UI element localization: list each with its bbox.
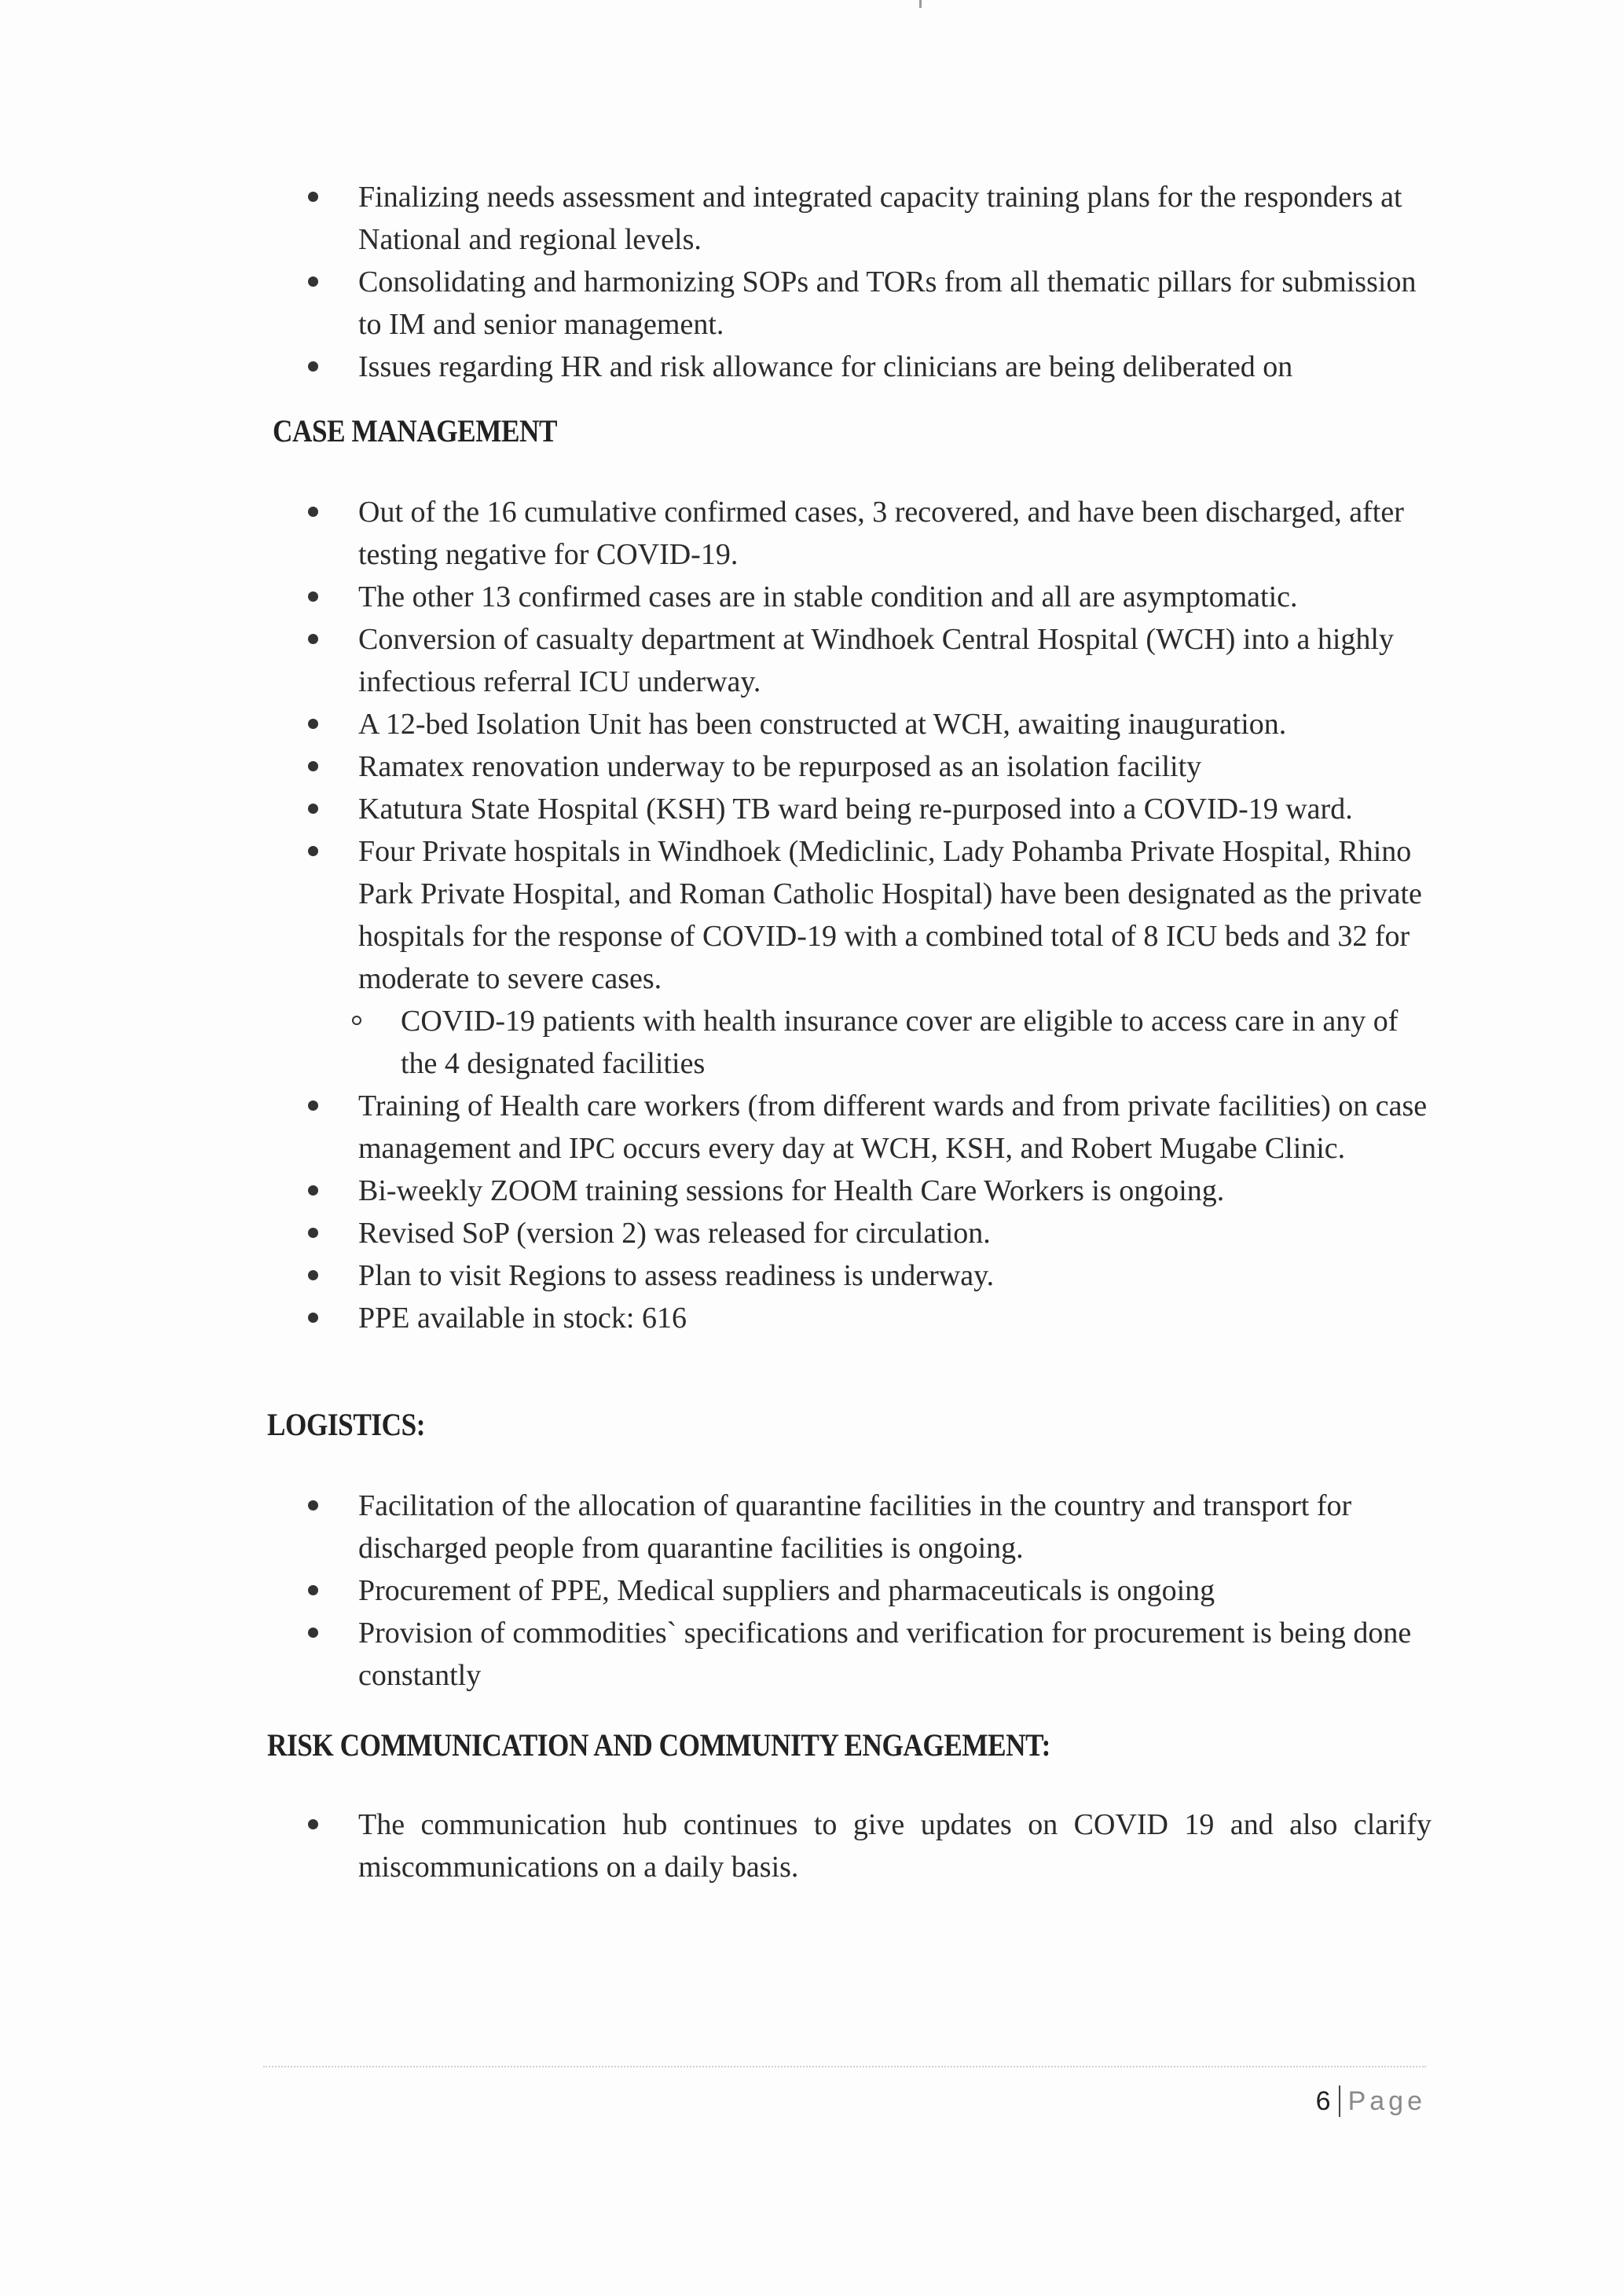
- bullet-icon: [308, 761, 318, 771]
- logistics-bullet-list: [308, 1485, 1432, 1697]
- page-word: Page: [1347, 2085, 1426, 2116]
- list-item: A 12-bed Isolation Unit has been constructed at WCH, awaiting inauguration.: [308, 703, 1432, 745]
- bullet-icon: [308, 276, 318, 287]
- bullet-icon: [308, 1585, 318, 1595]
- list-item: Issues regarding HR and risk allowance for clinicians are being deliberated on: [308, 346, 1432, 388]
- list-item: Conversion of casualty department at Windhoek Central Hospital (WCH) into a highly infectious referral ICU underway.: [308, 618, 1432, 703]
- page-number-value: 6: [1315, 2085, 1331, 2116]
- bullet-icon: [308, 634, 318, 644]
- bullet-icon: [308, 1100, 318, 1111]
- bullet-icon: [308, 591, 318, 602]
- list-item: Bi-weekly ZOOM training sessions for Health Care Workers is ongoing.: [308, 1170, 1432, 1212]
- bullet-icon: [308, 1270, 318, 1280]
- page-number: [1316, 2085, 1426, 2117]
- hollow-bullet-icon: [352, 1016, 361, 1025]
- list-item: Finalizing needs assessment and integrated capacity training plans for the responders at National and regional levels.: [308, 176, 1432, 261]
- list-item: The communication hub continues to give updates on COVID 19 and also clarify miscommunications on a daily basis.: [308, 1803, 1432, 1888]
- list-item: Out of the 16 cumulative confirmed cases, 3 recovered, and have been discharged, after testing negative for COVID-19.: [308, 491, 1432, 576]
- section-heading-case-management: CASE MANAGEMENT: [273, 413, 558, 449]
- bullet-icon: [308, 719, 318, 729]
- section-heading-risk-communication: RISK COMMUNICATION AND COMMUNITY ENGAGEMENT:: [267, 1727, 1050, 1763]
- list-item: The other 13 confirmed cases are in stable condition and all are asymptomatic.: [308, 576, 1432, 618]
- list-item: Plan to visit Regions to assess readiness is underway.: [308, 1254, 1432, 1297]
- bullet-icon: [308, 804, 318, 814]
- bullet-icon: [308, 1500, 318, 1511]
- list-item: Ramatex renovation underway to be repurposed as an isolation facility: [308, 745, 1432, 788]
- list-item: Facilitation of the allocation of quarantine facilities in the country and transport for discharged people from quarantine facilities is ongoing.: [308, 1485, 1432, 1569]
- intro-bullet-list: [308, 176, 1432, 388]
- list-item: Four Private hospitals in Windhoek (Mediclinic, Lady Pohamba Private Hospital, Rhino Park Private Hospital, and Roman Catholic Hospital) have been designated as the private hospitals for the response of COVID-19 with a combined total of 8 ICU beds and 32 for moderate to severe cases. COVID-19 patients with health insurance cover are eligible to access care in any of the 4 designated facilities: [308, 830, 1432, 1085]
- bullet-icon: [308, 507, 318, 517]
- list-item: Provision of commodities` specifications and verification for procurement is being done constantly: [308, 1612, 1432, 1697]
- bullet-icon: [308, 1628, 318, 1638]
- section-heading-logistics: LOGISTICS:: [267, 1407, 426, 1442]
- bullet-icon: [308, 1819, 318, 1829]
- list-item: Training of Health care workers (from different wards and from private facilities) on case management and IPC occurs every day at WCH, KSH, and Robert Mugabe Clinic.: [308, 1085, 1432, 1170]
- bullet-icon: [308, 361, 318, 372]
- page-number-separator: [1339, 2085, 1340, 2117]
- case-management-bullet-list: [308, 491, 1432, 1339]
- list-item: Katutura State Hospital (KSH) TB ward being re-purposed into a COVID-19 ward.: [308, 788, 1432, 830]
- list-item: Revised SoP (version 2) was released for circulation.: [308, 1212, 1432, 1254]
- bullet-icon: [308, 1185, 318, 1196]
- bullet-icon: [308, 1313, 318, 1323]
- bullet-icon: [308, 846, 318, 856]
- list-item: PPE available in stock: 616: [308, 1297, 1432, 1339]
- list-item: Procurement of PPE, Medical suppliers and pharmaceuticals is ongoing: [308, 1569, 1432, 1612]
- footer-divider: [263, 2066, 1426, 2067]
- risk-communication-bullet-list: [308, 1803, 1432, 1888]
- bullet-icon: [308, 192, 318, 202]
- list-item: Consolidating and harmonizing SOPs and TORs from all thematic pillars for submission to IM and senior management.: [308, 261, 1432, 346]
- bullet-icon: [308, 1228, 318, 1238]
- sub-list-item: COVID-19 patients with health insurance cover are eligible to access care in any of the 4 designated facilities: [308, 1000, 1432, 1085]
- sub-bullet-list: [308, 1000, 1432, 1085]
